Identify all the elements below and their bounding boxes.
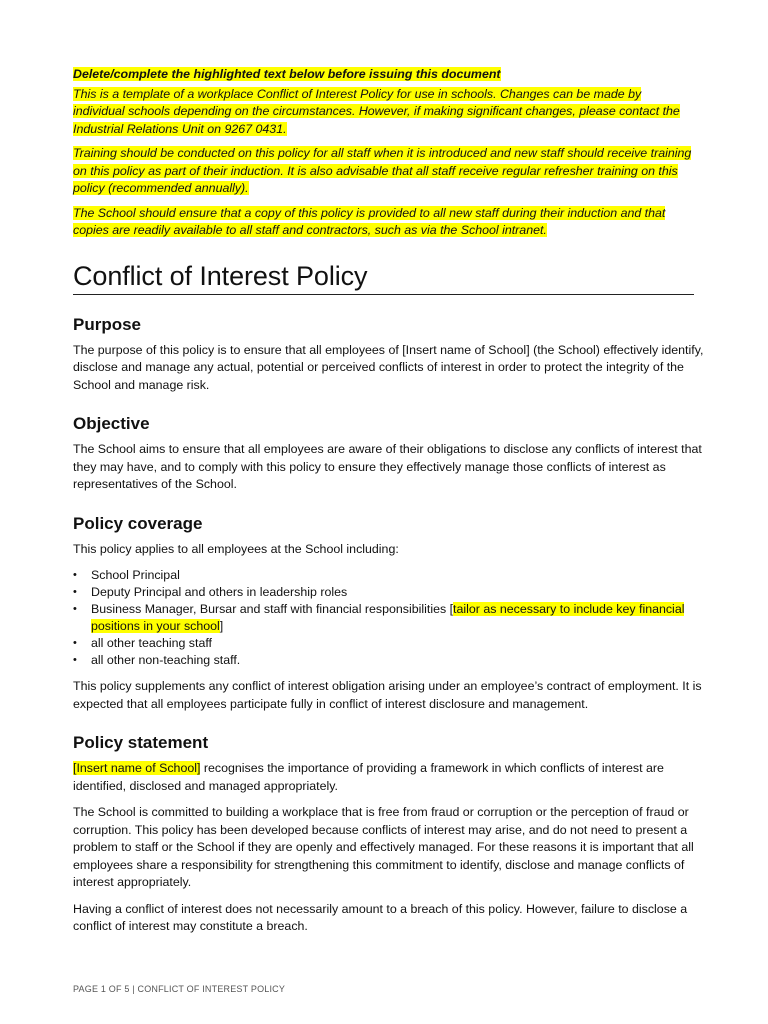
coverage-list bbox=[73, 567, 705, 669]
statement-paragraph: Having a conflict of interest does not necessarily amount to a breach of this policy. However, failure to disclose a conflict of interest may constitute a breach. bbox=[73, 901, 688, 933]
list-item: • all other non-teaching staff. bbox=[73, 653, 241, 667]
purpose-heading: Purpose bbox=[73, 314, 142, 334]
bullet-icon: • bbox=[73, 586, 77, 598]
coverage-closing: This policy supplements any conflict of interest obligation arising under an employee’s contract of employment. It is expected that all employees participate fully in conflict of interest disclosure and management. bbox=[73, 679, 702, 711]
purpose-text: The purpose of this policy is to ensure that all employees of [Insert name of School] (the School) effectively identify, disclose and manage any actual, potential or perceived conflicts of interest in order to protect the integrity of the School and manage risk. bbox=[73, 342, 704, 392]
statement-paragraph: [Insert name of School] recognises the importance of providing a framework in which conflicts of interest are identified, disclosed and managed appropriately. bbox=[73, 761, 664, 793]
coverage-intro: This policy applies to all employees at the School including: bbox=[73, 541, 399, 556]
document-title: Conflict of Interest Policy bbox=[73, 261, 694, 295]
instructions-title: Delete/complete the highlighted text below before issuing this document bbox=[73, 67, 501, 81]
objective-heading: Objective bbox=[73, 414, 150, 433]
objective-section bbox=[73, 414, 705, 494]
highlighted-placeholder: [Insert name of School] bbox=[73, 761, 201, 775]
bullet-icon: • bbox=[73, 569, 77, 581]
list-item: • School Principal bbox=[73, 568, 180, 582]
statement-section bbox=[73, 733, 705, 936]
objective-text: The School aims to ensure that all employees are aware of their obligations to disclose any conflicts of interest that they may have, and to comply with this policy to ensure they effectively manage those conflicts of interest as representatives of the School. bbox=[73, 442, 702, 491]
list-item: • all other teaching staff bbox=[73, 636, 213, 650]
coverage-heading: Policy coverage bbox=[73, 513, 203, 533]
highlighted-placeholder: tailor as necessary to include key financial positions in your school bbox=[91, 602, 685, 633]
bullet-icon: • bbox=[73, 603, 77, 615]
coverage-section bbox=[73, 514, 705, 714]
list-item: • Business Manager, Bursar and staff with financial responsibilities [tailor as necessary to include key financial positions in your school] bbox=[73, 602, 685, 633]
page-footer: PAGE 1 OF 5 | CONFLICT OF INTEREST POLICY bbox=[73, 984, 286, 994]
statement-paragraph: The School is committed to building a workplace that is free from fraud or corruption or the perception of fraud or corruption. This policy has been developed because conflicts of interest may arise, and do not need to present a problem to staff or the School if they are openly and effectively managed. For these reasons it is important that all employees share a responsibility for strengthening this commitment to identify, disclose and manage conflicts of interest appropriately. bbox=[73, 805, 694, 889]
instructions-paragraph: The School should ensure that a copy of this policy is provided to all new staff during their induction and that copies are readily available to all staff and contractors, such as via the School intranet. bbox=[73, 205, 666, 237]
instructions-block bbox=[73, 66, 705, 240]
bullet-icon: • bbox=[73, 637, 77, 649]
purpose-section bbox=[73, 315, 705, 395]
instructions-paragraph: This is a template of a workplace Conflict of Interest Policy for use in schools. Changes can be made by individual schools depending on the circumstances. However, if making significant changes, please contact the Industrial Relations Unit on 9267 0431. bbox=[73, 86, 680, 136]
instructions-paragraph: Training should be conducted on this policy for all staff when it is introduced and new staff should receive training on this policy as part of their induction. It is also advisable that all staff receive regular refresher training on this policy (recommended annually). bbox=[73, 146, 692, 195]
list-item: • Deputy Principal and others in leadership roles bbox=[73, 585, 348, 599]
statement-heading: Policy statement bbox=[73, 733, 209, 752]
bullet-icon: • bbox=[73, 654, 77, 666]
document-page bbox=[73, 66, 705, 945]
